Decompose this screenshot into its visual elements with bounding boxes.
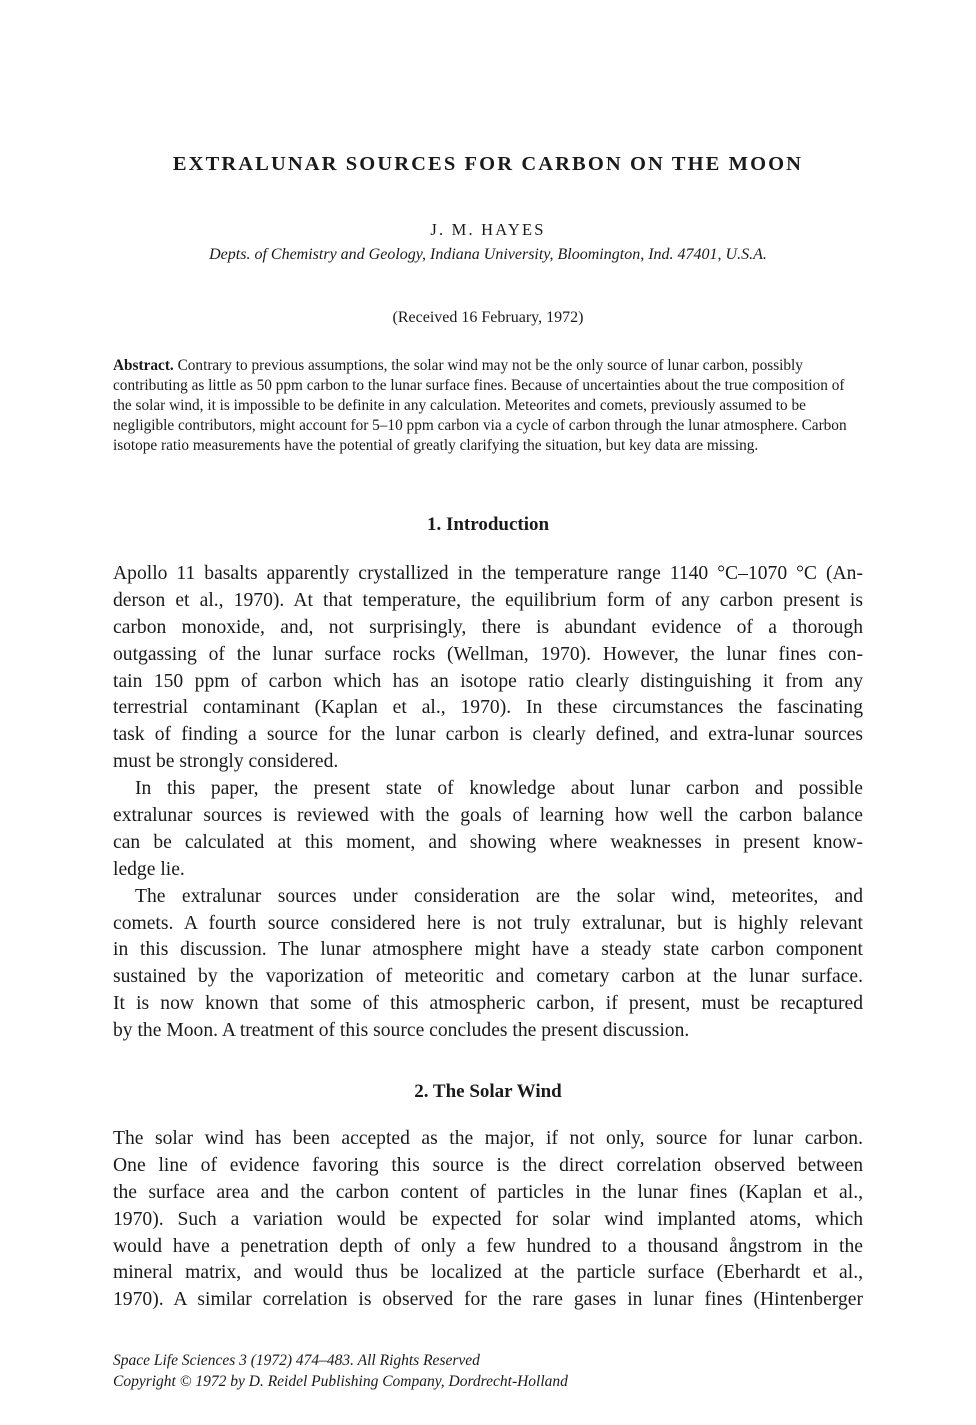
text-line: Apollo 11 basalts apparently crystallized in the temperature range 1140 °C–1070 °C (An-	[113, 563, 863, 584]
text-line: extralunar sources is reviewed with the goals of learning how well the carbon balance	[113, 805, 863, 827]
footer-citation: Space Life Sciences 3 (1972) 474–483. All Rights Reserved	[113, 1352, 480, 1369]
received-date: (Received 16 February, 1972)	[392, 309, 584, 326]
text-line: sustained by the vaporization of meteoritic and cometary carbon at the lunar surface.	[113, 966, 863, 988]
footer-copyright: Copyright © 1972 by D. Reidel Publishing Company, Dordrecht-Holland	[113, 1373, 568, 1390]
section-heading-introduction: 1. Introduction	[426, 514, 550, 535]
text-line: One line of evidence favoring this source is the direct correlation observed between	[113, 1154, 863, 1176]
solar-wind-body	[113, 1126, 863, 1314]
text-line: ledge lie.	[113, 858, 185, 880]
text-line: It is now known that some of this atmospheric carbon, if present, must be recaptured	[113, 993, 863, 1015]
abstract	[113, 356, 862, 456]
text-line: outgassing of the lunar surface rocks (Wellman, 1970). However, the lunar fines con-	[113, 643, 863, 665]
text-line: by the Moon. A treatment of this source concludes the present discussion.	[113, 1020, 690, 1042]
abstract-label: Abstract.	[113, 357, 174, 374]
paper-title: EXTRALUNAR SOURCES FOR CARBON ON THE MOON	[172, 153, 804, 175]
text-line: The extralunar sources under consideration are the solar wind, meteorites, and	[135, 885, 863, 907]
text-line: must be strongly considered.	[113, 751, 339, 773]
text-line: can be calculated at this moment, and showing where weaknesses in present know-	[113, 831, 863, 853]
text-line: In this paper, the present state of knowledge about lunar carbon and possible	[135, 778, 863, 800]
text-line: 1970). A similar correlation is observed for the rare gases in lunar fines (Hintenberger	[113, 1289, 863, 1311]
text-line: 1970). Such a variation would be expected for solar wind implanted atoms, which	[113, 1208, 863, 1230]
text-line: task of finding a source for the lunar carbon is clearly defined, and extra-lunar sources	[113, 724, 863, 746]
text-line: The solar wind has been accepted as the major, if not only, source for lunar carbon.	[113, 1128, 863, 1149]
text-line: tain 150 ppm of carbon which has an isotope ratio clearly distinguishing it from any	[113, 670, 863, 692]
text-line: terrestrial contaminant (Kaplan et al., 1970). In these circumstances the fascinating	[113, 697, 863, 719]
author-affiliation: Depts. of Chemistry and Geology, Indiana University, Bloomington, Ind. 47401, U.S.A.	[209, 246, 767, 263]
text-line: carbon monoxide, and, not surprisingly, there is abundant evidence of a thorough	[113, 616, 863, 638]
section-heading-solar-wind: 2. The Solar Wind	[414, 1081, 562, 1102]
text-line: comets. A fourth source considered here is not truly extralunar, but is highly relevant	[113, 912, 863, 934]
introduction-body	[113, 561, 863, 1045]
author-name: J. M. HAYES	[430, 220, 546, 239]
abstract-text: Contrary to previous assumptions, the solar wind may not be the only source of lunar carbon, possibly contributing as little as 50 ppm carbon to the lunar surface fines. Because of uncertainties about the true composition of the solar wind, it is impossible to be definite in any calculation. Meteorites and comets, previously assumed to be negligible contributors, might account for 5–10 ppm carbon via a cycle of carbon through the lunar atmosphere. Carbon isotope ratio measurements have the potential of greatly clarifying the situation, but key data are missing.	[113, 357, 847, 455]
text-line: mineral matrix, and would thus be localized at the particle surface (Eberhardt et al.,	[113, 1262, 863, 1284]
text-line: the surface area and the carbon content of particles in the lunar fines (Kaplan et al.,	[113, 1181, 863, 1203]
journal-footer	[113, 1350, 568, 1392]
text-line: would have a penetration depth of only a few hundred to a thousand ångstrom in the	[113, 1235, 863, 1257]
text-line: derson et al., 1970). At that temperature, the equilibrium form of any carbon present is	[113, 589, 863, 611]
text-line: in this discussion. The lunar atmosphere might have a steady state carbon component	[113, 939, 863, 961]
